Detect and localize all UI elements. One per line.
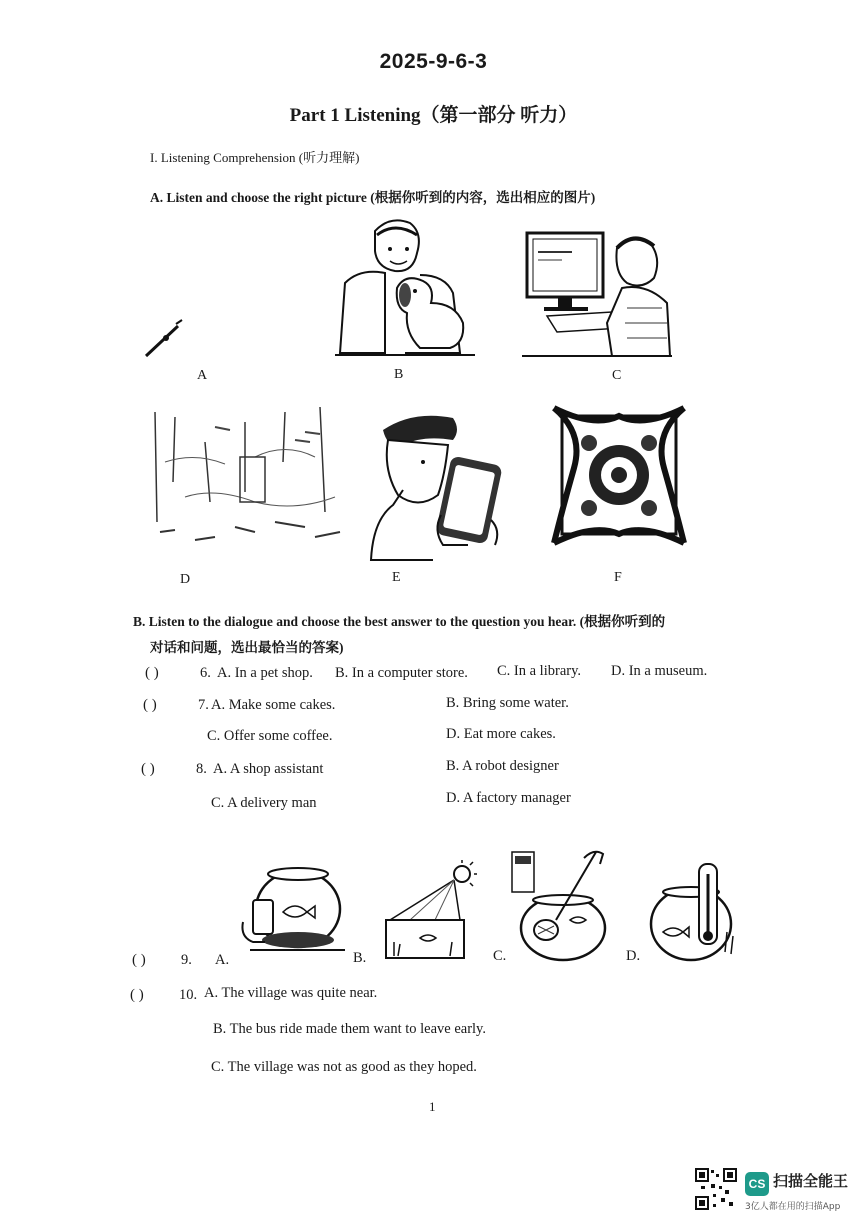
- picture-label-e: E: [392, 570, 401, 585]
- q8-option-d: D. A factory manager: [446, 790, 571, 806]
- answer-blank-10[interactable]: ( ): [130, 987, 144, 1003]
- part-b-heading-line2: 对话和问题，选出最恰当的答案): [150, 640, 344, 655]
- q9-option-c: C.: [493, 948, 507, 964]
- question-6-number: 6.: [200, 665, 211, 681]
- picture-b-vet-dog: [335, 213, 475, 358]
- q6-option-c: C. In a library.: [497, 663, 582, 679]
- answer-blank-6[interactable]: ( ): [145, 665, 159, 681]
- question-9-number: 9.: [181, 952, 192, 968]
- picture-d-ruins-sketch: [145, 402, 350, 552]
- q10-option-c: C. The village was not as good as they hoped.: [211, 1059, 477, 1075]
- question-7-number: 7.: [198, 697, 209, 713]
- question-10-number: 10.: [179, 987, 198, 1003]
- q7-option-d: D. Eat more cakes.: [446, 726, 556, 742]
- q7-option-a: A. Make some cakes.: [211, 697, 336, 713]
- q9-option-a: A.: [215, 952, 230, 968]
- picture-label-b: B: [394, 367, 404, 382]
- picture-e-man-phone: [373, 410, 508, 560]
- q6-option-b: B. In a computer store.: [335, 665, 468, 681]
- page-number: 1: [429, 1099, 436, 1114]
- q9-option-b: B.: [353, 950, 367, 966]
- picture-f-papercut-pattern: [554, 408, 684, 543]
- q9-option-d: D.: [626, 948, 641, 964]
- part-title: Part 1 Listening（第一部分 听力）: [289, 105, 578, 126]
- q9-picture-a-fishbowl-feeding: [235, 862, 350, 958]
- q6-option-a: A. In a pet shop.: [217, 665, 313, 681]
- picture-label-d: D: [180, 572, 191, 587]
- camscanner-logo-icon: CS: [745, 1172, 769, 1196]
- q10-option-b: B. The bus ride made them want to leave early.: [213, 1021, 486, 1037]
- camscanner-app-name: 扫描全能王: [773, 1172, 849, 1190]
- camscanner-tagline: 3亿人都在用的扫描App: [745, 1202, 841, 1212]
- qr-code-icon: [695, 1168, 737, 1210]
- q7-option-b: B. Bring some water.: [446, 695, 569, 711]
- answer-blank-9[interactable]: ( ): [132, 952, 146, 968]
- q9-picture-b-tank-sunlight: [380, 860, 480, 964]
- picture-label-c: C: [612, 368, 622, 383]
- question-8-number: 8.: [196, 761, 207, 777]
- section-heading: I. Listening Comprehension (听力理解): [150, 150, 360, 165]
- picture-label-a: A: [197, 368, 208, 383]
- q10-option-a: A. The village was quite near.: [204, 985, 378, 1001]
- picture-a-stick: [140, 318, 190, 363]
- picture-label-f: F: [614, 570, 622, 585]
- q8-option-b: B. A robot designer: [446, 758, 559, 774]
- picture-c-boy-computer: [522, 228, 672, 360]
- answer-blank-7[interactable]: ( ): [143, 697, 157, 713]
- q9-picture-d-fishbowl-thermometer: [645, 862, 745, 966]
- q9-picture-c-fishbowl-net: [508, 848, 608, 964]
- part-a-heading: A. Listen and choose the right picture (根据你听到的内容，选出相应的图片): [150, 190, 596, 205]
- answer-blank-8[interactable]: ( ): [141, 761, 155, 777]
- page-title: 2025-9-6-3: [379, 50, 488, 73]
- part-b-heading-line1: B. Listen to the dialogue and choose the best answer to the question you hear. (根据你听到的: [133, 614, 666, 629]
- q7-option-c: C. Offer some coffee.: [207, 728, 333, 744]
- q8-option-a: A. A shop assistant: [213, 761, 324, 777]
- q6-option-d: D. In a museum.: [611, 663, 708, 679]
- q8-option-c: C. A delivery man: [211, 795, 317, 811]
